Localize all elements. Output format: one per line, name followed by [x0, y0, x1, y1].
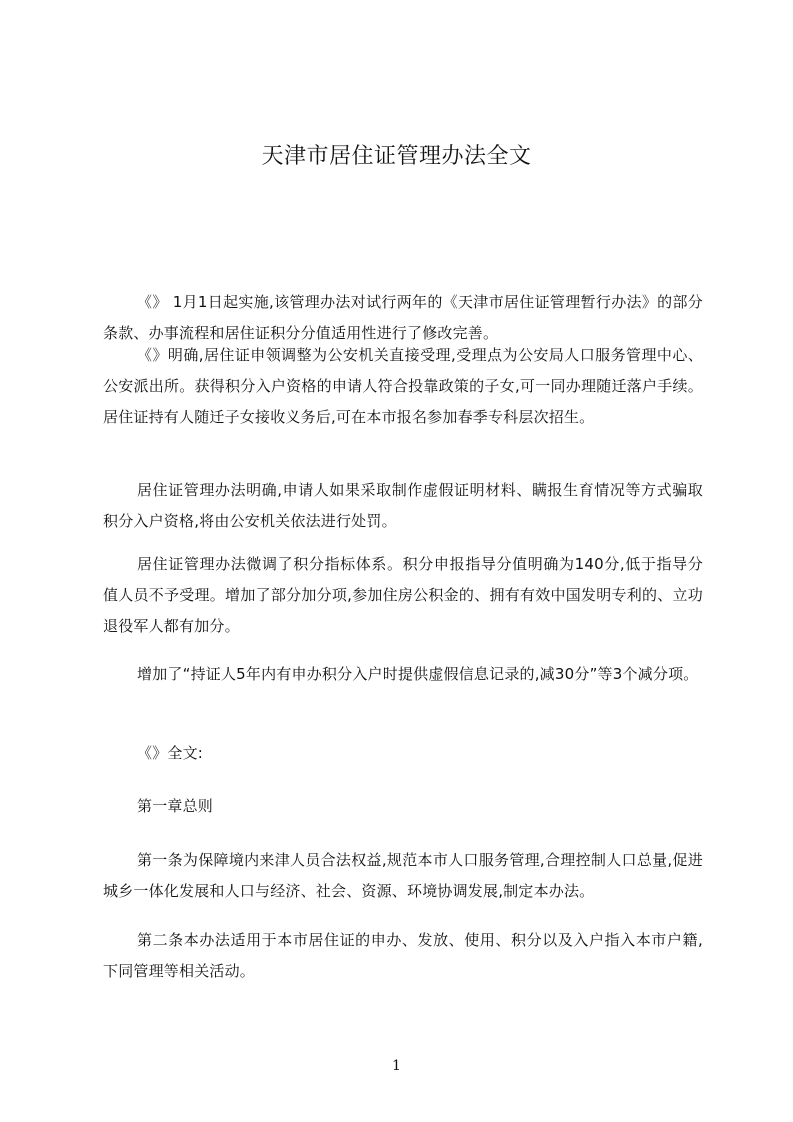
paragraph-2: 《》明确,居住证申领调整为公安机关直接受理,受理点为公安局人口服务管理中心、公安派出所。获得积分入户资格的申请人符合投靠政策的子女,可一同办理随迁落户手续。居住证持有人随迁子女接收义务后,可在本市报名参加春季专科层次招生。	[103, 346, 703, 426]
article-1: 第一条为保障境内来津人员合法权益,规范本市人口服务管理,合理控制人口总量,促进城乡一体化发展和人口与经济、社会、资源、环境协调发展,制定本办法。	[103, 851, 703, 900]
chapter-heading: 第一章总则	[137, 797, 214, 815]
page-title: 天津市居住证管理办法全文	[261, 144, 532, 169]
paragraph-6: 《》全文:	[137, 744, 204, 762]
paragraph-1: 《》 1月1日起实施,该管理办法对试行两年的《天津市居住证管理暂行办法》的部分条款、办事流程和居住证积分分值适用性进行了修改完善。	[103, 293, 703, 342]
page-number: 1	[392, 1058, 401, 1074]
paragraph-4: 居住证管理办法微调了积分指标体系。积分申报指导分值明确为140分,低于指导分值人员不予受理。增加了部分加分项,参加住房公积金的、拥有有效中国发明专利的、立功退役军人都有加分。	[103, 555, 703, 635]
paragraph-5: 增加了“持证人5年内有申办积分入户时提供虚假信息记录的,减30分”等3个减分项。	[137, 665, 699, 683]
article-2: 第二条本办法适用于本市居住证的申办、发放、使用、积分以及入户指入本市户籍,下同管理等相关活动。	[103, 931, 703, 980]
paragraph-3: 居住证管理办法明确,申请人如果采取制作虚假证明材料、瞒报生育情况等方式骗取积分入户资格,将由公安机关依法进行处罚。	[103, 481, 703, 530]
